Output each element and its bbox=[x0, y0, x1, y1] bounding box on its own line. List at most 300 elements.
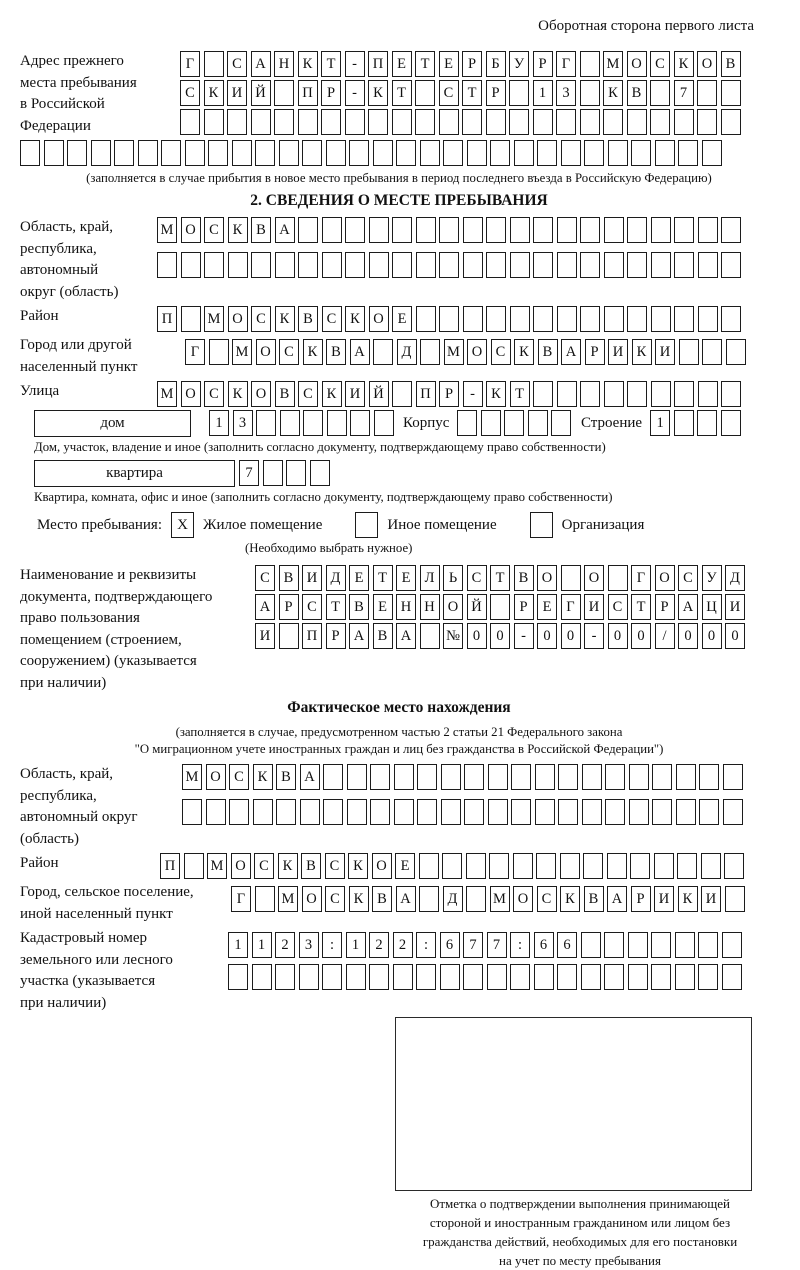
grid-cell[interactable] bbox=[44, 140, 64, 166]
grid-cell[interactable] bbox=[628, 932, 648, 958]
grid-cell[interactable]: Е bbox=[373, 594, 393, 620]
grid-cell[interactable]: В bbox=[372, 886, 392, 912]
grid-cell[interactable] bbox=[326, 140, 346, 166]
grid-cell[interactable]: Р bbox=[655, 594, 675, 620]
grid-cell[interactable] bbox=[605, 799, 625, 825]
grid-cell[interactable] bbox=[652, 799, 672, 825]
grid-cell[interactable] bbox=[557, 306, 577, 332]
grid-cell[interactable] bbox=[627, 306, 647, 332]
grid-cell[interactable] bbox=[675, 932, 695, 958]
grid-cell[interactable] bbox=[674, 252, 694, 278]
grid-cell[interactable] bbox=[557, 217, 577, 243]
grid-cell[interactable]: Н bbox=[396, 594, 416, 620]
grid-cell[interactable] bbox=[370, 799, 390, 825]
grid-cell[interactable] bbox=[322, 964, 342, 990]
grid-cell[interactable]: С bbox=[229, 764, 249, 790]
grid-cell[interactable] bbox=[420, 339, 440, 365]
grid-cell[interactable] bbox=[417, 799, 437, 825]
grid-cell[interactable]: / bbox=[655, 623, 675, 649]
grid-cell[interactable]: 2 bbox=[369, 932, 389, 958]
grid-cell[interactable] bbox=[298, 252, 318, 278]
grid-cell[interactable] bbox=[604, 306, 624, 332]
grid-cell[interactable] bbox=[723, 764, 743, 790]
grid-cell[interactable] bbox=[511, 799, 531, 825]
grid-cell[interactable] bbox=[534, 964, 554, 990]
grid-cell[interactable] bbox=[528, 410, 548, 436]
grid-cell[interactable] bbox=[627, 217, 647, 243]
grid-cell[interactable]: А bbox=[396, 886, 416, 912]
grid-cell[interactable] bbox=[369, 964, 389, 990]
grid-cell[interactable] bbox=[533, 109, 553, 135]
grid-cell[interactable]: Г bbox=[180, 51, 200, 77]
grid-cell[interactable] bbox=[556, 109, 576, 135]
grid-cell[interactable] bbox=[114, 140, 134, 166]
grid-cell[interactable] bbox=[674, 381, 694, 407]
grid-cell[interactable]: Н bbox=[274, 51, 294, 77]
grid-cell[interactable]: О bbox=[655, 565, 675, 591]
grid-cell[interactable] bbox=[557, 964, 577, 990]
grid-cell[interactable]: О bbox=[231, 853, 251, 879]
grid-cell[interactable] bbox=[605, 764, 625, 790]
grid-cell[interactable]: К bbox=[348, 853, 368, 879]
grid-cell[interactable]: О bbox=[513, 886, 533, 912]
grid-cell[interactable]: В bbox=[349, 594, 369, 620]
grid-cell[interactable] bbox=[417, 764, 437, 790]
grid-cell[interactable] bbox=[275, 964, 295, 990]
grid-cell[interactable] bbox=[392, 217, 412, 243]
grid-cell[interactable]: О bbox=[467, 339, 487, 365]
grid-cell[interactable] bbox=[489, 853, 509, 879]
grid-cell[interactable] bbox=[604, 964, 624, 990]
grid-cell[interactable] bbox=[533, 381, 553, 407]
grid-cell[interactable] bbox=[462, 109, 482, 135]
grid-cell[interactable] bbox=[580, 109, 600, 135]
grid-cell[interactable]: П bbox=[302, 623, 322, 649]
grid-cell[interactable]: 1 bbox=[346, 932, 366, 958]
grid-cell[interactable] bbox=[302, 140, 322, 166]
grid-cell[interactable] bbox=[674, 410, 694, 436]
grid-cell[interactable]: К bbox=[303, 339, 323, 365]
grid-cell[interactable] bbox=[345, 252, 365, 278]
grid-cell[interactable] bbox=[208, 140, 228, 166]
grid-cell[interactable] bbox=[631, 140, 651, 166]
grid-cell[interactable] bbox=[698, 381, 718, 407]
grid-cell[interactable]: С bbox=[255, 565, 275, 591]
grid-cell[interactable] bbox=[604, 381, 624, 407]
grid-cell[interactable]: Т bbox=[373, 565, 393, 591]
grid-cell[interactable] bbox=[227, 109, 247, 135]
grid-cell[interactable] bbox=[255, 140, 275, 166]
grid-cell[interactable] bbox=[702, 140, 722, 166]
grid-cell[interactable]: Т bbox=[321, 51, 341, 77]
grid-cell[interactable]: 6 bbox=[557, 932, 577, 958]
grid-cell[interactable]: П bbox=[157, 306, 177, 332]
grid-cell[interactable]: 3 bbox=[299, 932, 319, 958]
grid-cell[interactable]: О bbox=[697, 51, 717, 77]
grid-cell[interactable] bbox=[488, 799, 508, 825]
grid-cell[interactable]: С bbox=[678, 565, 698, 591]
grid-cell[interactable]: У bbox=[702, 565, 722, 591]
grid-cell[interactable] bbox=[627, 252, 647, 278]
grid-cell[interactable]: К bbox=[278, 853, 298, 879]
grid-cell[interactable]: 0 bbox=[467, 623, 487, 649]
grid-cell[interactable]: С bbox=[608, 594, 628, 620]
grid-cell[interactable] bbox=[724, 853, 744, 879]
grid-cell[interactable] bbox=[161, 140, 181, 166]
grid-cell[interactable]: О bbox=[302, 886, 322, 912]
grid-cell[interactable]: № bbox=[443, 623, 463, 649]
grid-cell[interactable]: К bbox=[228, 217, 248, 243]
grid-cell[interactable] bbox=[674, 217, 694, 243]
grid-cell[interactable]: А bbox=[350, 339, 370, 365]
grid-cell[interactable] bbox=[722, 964, 742, 990]
grid-cell[interactable] bbox=[138, 140, 158, 166]
grid-cell[interactable]: 1 bbox=[209, 410, 229, 436]
grid-cell[interactable] bbox=[723, 799, 743, 825]
grid-cell[interactable]: К bbox=[603, 80, 623, 106]
grid-cell[interactable]: : bbox=[322, 932, 342, 958]
grid-cell[interactable]: 7 bbox=[239, 460, 259, 486]
grid-cell[interactable]: 7 bbox=[487, 932, 507, 958]
grid-cell[interactable]: О bbox=[181, 381, 201, 407]
grid-cell[interactable] bbox=[698, 217, 718, 243]
grid-cell[interactable]: М bbox=[278, 886, 298, 912]
grid-cell[interactable] bbox=[368, 109, 388, 135]
grid-cell[interactable] bbox=[604, 932, 624, 958]
grid-cell[interactable] bbox=[701, 853, 721, 879]
grid-cell[interactable]: М bbox=[232, 339, 252, 365]
grid-cell[interactable]: 0 bbox=[608, 623, 628, 649]
grid-cell[interactable]: К bbox=[674, 51, 694, 77]
grid-cell[interactable] bbox=[676, 764, 696, 790]
grid-cell[interactable]: К bbox=[368, 80, 388, 106]
grid-cell[interactable]: А bbox=[561, 339, 581, 365]
grid-cell[interactable]: П bbox=[160, 853, 180, 879]
grid-cell[interactable] bbox=[652, 764, 672, 790]
grid-cell[interactable] bbox=[439, 217, 459, 243]
grid-cell[interactable]: 6 bbox=[440, 932, 460, 958]
grid-cell[interactable] bbox=[651, 964, 671, 990]
grid-cell[interactable]: С bbox=[204, 217, 224, 243]
grid-cell[interactable] bbox=[466, 853, 486, 879]
grid-cell[interactable]: А bbox=[349, 623, 369, 649]
grid-cell[interactable]: Н bbox=[420, 594, 440, 620]
grid-cell[interactable] bbox=[509, 80, 529, 106]
grid-cell[interactable] bbox=[557, 252, 577, 278]
grid-cell[interactable]: 0 bbox=[725, 623, 745, 649]
grid-cell[interactable] bbox=[443, 140, 463, 166]
grid-cell[interactable] bbox=[651, 252, 671, 278]
grid-cell[interactable]: К bbox=[486, 381, 506, 407]
grid-cell[interactable] bbox=[274, 109, 294, 135]
grid-cell[interactable] bbox=[416, 306, 436, 332]
grid-cell[interactable] bbox=[676, 799, 696, 825]
grid-cell[interactable]: В bbox=[721, 51, 741, 77]
grid-cell[interactable]: Й bbox=[251, 80, 271, 106]
grid-cell[interactable]: О bbox=[251, 381, 271, 407]
grid-cell[interactable] bbox=[651, 217, 671, 243]
grid-cell[interactable] bbox=[321, 109, 341, 135]
grid-cell[interactable] bbox=[650, 109, 670, 135]
grid-cell[interactable] bbox=[347, 799, 367, 825]
grid-cell[interactable]: И bbox=[654, 886, 674, 912]
grid-cell[interactable] bbox=[209, 339, 229, 365]
grid-cell[interactable] bbox=[488, 764, 508, 790]
grid-cell[interactable] bbox=[322, 252, 342, 278]
grid-cell[interactable] bbox=[580, 80, 600, 106]
grid-cell[interactable] bbox=[536, 853, 556, 879]
grid-cell[interactable] bbox=[392, 109, 412, 135]
grid-cell[interactable]: И bbox=[584, 594, 604, 620]
grid-cell[interactable] bbox=[253, 799, 273, 825]
grid-cell[interactable] bbox=[184, 853, 204, 879]
grid-cell[interactable]: Р bbox=[631, 886, 651, 912]
grid-cell[interactable] bbox=[582, 764, 602, 790]
grid-cell[interactable] bbox=[327, 410, 347, 436]
grid-cell[interactable] bbox=[721, 109, 741, 135]
grid-cell[interactable] bbox=[510, 217, 530, 243]
grid-cell[interactable]: О bbox=[228, 306, 248, 332]
grid-cell[interactable] bbox=[298, 109, 318, 135]
grid-cell[interactable]: О bbox=[369, 306, 389, 332]
grid-cell[interactable]: И bbox=[345, 381, 365, 407]
grid-cell[interactable]: М bbox=[157, 381, 177, 407]
grid-cell[interactable] bbox=[481, 410, 501, 436]
grid-cell[interactable] bbox=[699, 764, 719, 790]
grid-cell[interactable] bbox=[345, 217, 365, 243]
grid-cell[interactable] bbox=[655, 140, 675, 166]
grid-cell[interactable] bbox=[511, 764, 531, 790]
grid-cell[interactable] bbox=[698, 252, 718, 278]
grid-cell[interactable] bbox=[393, 964, 413, 990]
grid-cell[interactable]: 3 bbox=[556, 80, 576, 106]
grid-cell[interactable] bbox=[286, 460, 306, 486]
grid-cell[interactable]: С bbox=[439, 80, 459, 106]
grid-cell[interactable] bbox=[513, 853, 533, 879]
grid-cell[interactable]: С bbox=[322, 306, 342, 332]
grid-cell[interactable]: Р bbox=[486, 80, 506, 106]
grid-cell[interactable] bbox=[229, 799, 249, 825]
grid-cell[interactable] bbox=[604, 217, 624, 243]
grid-cell[interactable] bbox=[699, 799, 719, 825]
grid-cell[interactable] bbox=[252, 964, 272, 990]
grid-cell[interactable] bbox=[369, 252, 389, 278]
other-premises-checkbox[interactable] bbox=[355, 512, 378, 538]
residential-checkbox[interactable]: X bbox=[171, 512, 194, 538]
grid-cell[interactable] bbox=[721, 381, 741, 407]
grid-cell[interactable]: И bbox=[725, 594, 745, 620]
grid-cell[interactable] bbox=[467, 140, 487, 166]
grid-cell[interactable]: В bbox=[251, 217, 271, 243]
grid-cell[interactable]: 6 bbox=[534, 932, 554, 958]
grid-cell[interactable] bbox=[580, 252, 600, 278]
grid-cell[interactable] bbox=[279, 623, 299, 649]
grid-cell[interactable]: С bbox=[491, 339, 511, 365]
grid-cell[interactable]: Р bbox=[585, 339, 605, 365]
grid-cell[interactable] bbox=[457, 410, 477, 436]
grid-cell[interactable]: К bbox=[678, 886, 698, 912]
grid-cell[interactable]: В bbox=[279, 565, 299, 591]
grid-cell[interactable]: А bbox=[275, 217, 295, 243]
grid-cell[interactable] bbox=[416, 217, 436, 243]
grid-cell[interactable]: С bbox=[650, 51, 670, 77]
grid-cell[interactable]: Е bbox=[392, 306, 412, 332]
grid-cell[interactable]: Л bbox=[420, 565, 440, 591]
grid-cell[interactable]: В bbox=[627, 80, 647, 106]
grid-cell[interactable]: О bbox=[627, 51, 647, 77]
grid-cell[interactable]: 1 bbox=[650, 410, 670, 436]
grid-cell[interactable] bbox=[721, 217, 741, 243]
grid-cell[interactable]: В bbox=[584, 886, 604, 912]
grid-cell[interactable]: Е bbox=[395, 853, 415, 879]
grid-cell[interactable] bbox=[490, 140, 510, 166]
grid-cell[interactable]: В bbox=[301, 853, 321, 879]
grid-cell[interactable] bbox=[580, 51, 600, 77]
grid-cell[interactable] bbox=[204, 252, 224, 278]
grid-cell[interactable] bbox=[347, 764, 367, 790]
grid-cell[interactable] bbox=[698, 306, 718, 332]
grid-cell[interactable] bbox=[392, 381, 412, 407]
grid-cell[interactable] bbox=[581, 964, 601, 990]
grid-cell[interactable] bbox=[157, 252, 177, 278]
grid-cell[interactable]: Д bbox=[725, 565, 745, 591]
grid-cell[interactable]: Т bbox=[326, 594, 346, 620]
grid-cell[interactable] bbox=[440, 964, 460, 990]
grid-cell[interactable] bbox=[558, 764, 578, 790]
grid-cell[interactable] bbox=[604, 252, 624, 278]
grid-cell[interactable]: Г bbox=[556, 51, 576, 77]
grid-cell[interactable] bbox=[678, 140, 698, 166]
grid-cell[interactable] bbox=[374, 410, 394, 436]
grid-cell[interactable]: С bbox=[325, 853, 345, 879]
grid-cell[interactable] bbox=[580, 306, 600, 332]
grid-cell[interactable] bbox=[303, 410, 323, 436]
grid-cell[interactable] bbox=[726, 339, 746, 365]
grid-cell[interactable] bbox=[629, 799, 649, 825]
grid-cell[interactable] bbox=[439, 306, 459, 332]
grid-cell[interactable] bbox=[251, 109, 271, 135]
grid-cell[interactable] bbox=[628, 964, 648, 990]
grid-cell[interactable] bbox=[439, 109, 459, 135]
grid-cell[interactable]: Т bbox=[631, 594, 651, 620]
grid-cell[interactable] bbox=[463, 306, 483, 332]
grid-cell[interactable] bbox=[20, 140, 40, 166]
grid-cell[interactable]: Й bbox=[467, 594, 487, 620]
grid-cell[interactable]: Т bbox=[510, 381, 530, 407]
grid-cell[interactable] bbox=[298, 217, 318, 243]
grid-cell[interactable] bbox=[464, 764, 484, 790]
grid-cell[interactable]: Т bbox=[490, 565, 510, 591]
grid-cell[interactable]: М bbox=[157, 217, 177, 243]
grid-cell[interactable]: Т bbox=[462, 80, 482, 106]
grid-cell[interactable]: : bbox=[416, 932, 436, 958]
grid-cell[interactable]: М bbox=[182, 764, 202, 790]
grid-cell[interactable] bbox=[677, 853, 697, 879]
grid-cell[interactable]: В bbox=[514, 565, 534, 591]
grid-cell[interactable] bbox=[204, 51, 224, 77]
grid-cell[interactable]: С bbox=[251, 306, 271, 332]
grid-cell[interactable]: 1 bbox=[228, 932, 248, 958]
grid-cell[interactable] bbox=[279, 140, 299, 166]
grid-cell[interactable] bbox=[91, 140, 111, 166]
house-type-box[interactable]: дом bbox=[34, 410, 191, 437]
grid-cell[interactable] bbox=[702, 339, 722, 365]
grid-cell[interactable]: Е bbox=[439, 51, 459, 77]
grid-cell[interactable] bbox=[582, 799, 602, 825]
grid-cell[interactable] bbox=[561, 565, 581, 591]
grid-cell[interactable]: Ц bbox=[702, 594, 722, 620]
grid-cell[interactable] bbox=[697, 109, 717, 135]
grid-cell[interactable] bbox=[323, 764, 343, 790]
grid-cell[interactable]: К bbox=[204, 80, 224, 106]
grid-cell[interactable] bbox=[463, 217, 483, 243]
grid-cell[interactable]: М bbox=[204, 306, 224, 332]
grid-cell[interactable] bbox=[608, 140, 628, 166]
grid-cell[interactable] bbox=[420, 140, 440, 166]
grid-cell[interactable] bbox=[627, 109, 647, 135]
grid-cell[interactable] bbox=[533, 252, 553, 278]
grid-cell[interactable] bbox=[322, 217, 342, 243]
grid-cell[interactable]: С bbox=[204, 381, 224, 407]
grid-cell[interactable] bbox=[396, 140, 416, 166]
grid-cell[interactable] bbox=[280, 410, 300, 436]
grid-cell[interactable]: В bbox=[373, 623, 393, 649]
grid-cell[interactable] bbox=[394, 764, 414, 790]
grid-cell[interactable] bbox=[350, 410, 370, 436]
grid-cell[interactable]: С bbox=[537, 886, 557, 912]
grid-cell[interactable] bbox=[369, 217, 389, 243]
grid-cell[interactable] bbox=[310, 460, 330, 486]
grid-cell[interactable] bbox=[256, 410, 276, 436]
grid-cell[interactable]: - bbox=[584, 623, 604, 649]
grid-cell[interactable] bbox=[608, 565, 628, 591]
grid-cell[interactable] bbox=[725, 886, 745, 912]
grid-cell[interactable]: С bbox=[279, 339, 299, 365]
grid-cell[interactable]: 0 bbox=[678, 623, 698, 649]
grid-cell[interactable] bbox=[535, 764, 555, 790]
grid-cell[interactable] bbox=[276, 799, 296, 825]
grid-cell[interactable] bbox=[698, 932, 718, 958]
grid-cell[interactable] bbox=[583, 853, 603, 879]
grid-cell[interactable] bbox=[675, 964, 695, 990]
grid-cell[interactable] bbox=[697, 410, 717, 436]
grid-cell[interactable]: М bbox=[603, 51, 623, 77]
grid-cell[interactable] bbox=[323, 799, 343, 825]
grid-cell[interactable] bbox=[698, 964, 718, 990]
grid-cell[interactable] bbox=[510, 964, 530, 990]
grid-cell[interactable]: П bbox=[298, 80, 318, 106]
grid-cell[interactable]: А bbox=[255, 594, 275, 620]
grid-cell[interactable] bbox=[654, 853, 674, 879]
grid-cell[interactable] bbox=[300, 799, 320, 825]
grid-cell[interactable] bbox=[441, 799, 461, 825]
grid-cell[interactable] bbox=[373, 140, 393, 166]
grid-cell[interactable] bbox=[603, 109, 623, 135]
grid-cell[interactable]: 0 bbox=[561, 623, 581, 649]
grid-cell[interactable]: П bbox=[416, 381, 436, 407]
grid-cell[interactable] bbox=[415, 80, 435, 106]
grid-cell[interactable] bbox=[533, 217, 553, 243]
grid-cell[interactable]: О bbox=[443, 594, 463, 620]
grid-cell[interactable]: Р bbox=[514, 594, 534, 620]
grid-cell[interactable] bbox=[349, 140, 369, 166]
grid-cell[interactable] bbox=[674, 109, 694, 135]
grid-cell[interactable] bbox=[185, 140, 205, 166]
grid-cell[interactable] bbox=[510, 252, 530, 278]
grid-cell[interactable] bbox=[439, 252, 459, 278]
grid-cell[interactable]: Й bbox=[369, 381, 389, 407]
grid-cell[interactable] bbox=[420, 623, 440, 649]
